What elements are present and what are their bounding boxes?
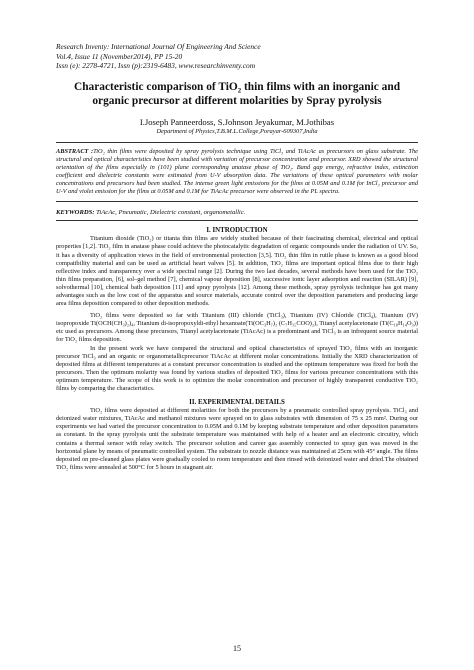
abstract-block (56, 142, 418, 203)
page-number: 15 (233, 644, 241, 653)
author-affiliation: Department of Physics,T.B.M.L.College,Porayar-609307,India (156, 127, 318, 135)
keywords-divider (56, 220, 418, 221)
experimental-paragraph-1: TiO₂ films were deposited at different molarities for both the precursors by a pneumatic controlled spray pyrolysis. TiCl₃ and deionized water mixtures, TiAcAc and methanol mixtures were sprayed on to glass substrates with dimension of 75 x 25 mm². During our experiments we had varied the precursor concentration to 0.05M and 0.1M by keeping substrate temperature and other deposition parameters as constant. In the spray pyrolysis unit the substrate temperature was maintained with help of a heater and an electronic circuitry, which contains a thermal sensor with relay switch. The precursor solution and career gas assembly connected to spray gun was moved in the horizontal plane by means of pneumatic controlled system. The substrate to nozzle distance was maintained at 25cm with 45° angle. The films deposited on pre-cleaned glass plates were gradually cooled to room temperature and then rinsed with deionized water and dried.The obtained TiO₂ films were annealed at 500°C for 5 hours in stagnant air. (56, 407, 418, 471)
section-heading-introduction: I. INTRODUCTION (206, 227, 268, 235)
paper-authors: I.Joseph Panneerdoss, S.Johnson Jeyakumar, M.Jothibas (139, 116, 335, 127)
intro-paragraph-3: In the present work we have compared the structural and optical characteristics of sprayed TiO₂ films with an inorganic precursor TiCl₃ and an organic or organometallicprecursor TiAcAc at different molar concentrations. Initially the XRD characterization of deposited films at different temperatures at a constant precursor concentration is studied and the optimum temperature was fixed for both the precursors. Then the optimum molarity was found by various studies of deposited TiO₂ films for various precursor concentrations with this optimum temperature. The scope of this work is to optimize the molar concentration and precursor of highly transparent conductive TiO₂ films by comparing the characteristics. (56, 344, 418, 393)
keywords-label: KEYWORDS: (56, 209, 95, 217)
intro-paragraph-1: Titanium dioxide (TiO₂) or titania thin films are widely studied because of their fascinating chemical, electrical and optical properties [1,2]. TiO₂ film in anatase phase could achieve the photocatalytic degradation of organic compounds under the radiation of UV. So, it has a diversity of application views in the field of environmental protection [3,5]. TiO₂ thin film in rutile phase is known as a good blood compatibility material and can be used as artificial heart valves [5]. In addition, TiO₂ films are important optical films due to their high reflective index and transparency over a wide spectral range [2]. During the two last decades, several methods have been used for the TiO₂ thin films preparation, [6], sol–gel method [7], chemical vapour deposition [8], successive ionic layer adsorption and reaction (SILAR) [9], solvothermal [10], chemical bath deposition [11] and spray pyrolysis [12]. Among these methods, spray pyrolysis technique has got many advantages such as the low cost of the apparatus and source materials, accurate control over the deposition parameters and producing large area films deposition compared to other deposition methods. (56, 235, 418, 308)
section-heading-experimental: II. EXPERIMENTAL DETAILS (189, 399, 285, 407)
keywords-text: TiAcAc, Pneumatic, Dielectric constant, organometallic. (94, 209, 246, 217)
keywords-line (56, 208, 418, 217)
journal-header (56, 42, 418, 71)
abstract-text: TiO₂ thin films were deposited by spray pyrolysis technique using TiCl₃ and TiAcAc as precursors on glass substrate. The structural and optical characteristics have been studied with variation of precursor concentration and precursor. XRD showed the structural orientation of the films especially in (101) plane corresponding anatase phase of TiO₂. Band gap energy, refractive index, extinction coefficient and dielectric constants were estimated from U-V absorption data. The variations of these optical parameters with molar concentrations and precursors had been studied. The intense green light emissions for the films at 0.05M and 0.1M for InCl₃ precursor and U-V and violet emission for the films at 0.05M and 0.1M for TiAcAc precursor were observed in the PL spectra. (56, 147, 418, 196)
journal-issn: Issn (e): 2278-4721, Issn (p):2319-6483, www.researchinventy.com (56, 61, 256, 71)
journal-name: Research Inventy: International Journal Of Engineering And Science (56, 42, 261, 51)
abstract-label: ABSTRACT : (56, 147, 94, 155)
journal-volume: Vol.4, Issue 11 (November2014), PP 15-20 (56, 51, 183, 61)
intro-paragraph-2: TiO₂ films were deposited so far with Titanium (III) chloride (TiCl₃), Titanium (IV) Chloride (TiCl₄), Titanium (IV) isopropoxide Ti(OCH(CH₃)₂)₄, Titanium di-isopropoxyldi-ethyl hexanoate(Ti(OC₃H₇)₂ (C₇H₁₅COO)₂), Titanyl acetylacetonate (Ti(C₁₀H₁₄O₃)) etc used as precursors. Among these precursors, Titanyl acetylacetonate (TiAcAc) is a predominant and TiCl₃ is an infrequent source material for TiO₂ films deposition. (56, 312, 418, 344)
paper-title: Characteristic comparison of TiO₂ thin films with an inorganic and organic precursor at different molarities by Spray pyrolysis (73, 80, 401, 107)
